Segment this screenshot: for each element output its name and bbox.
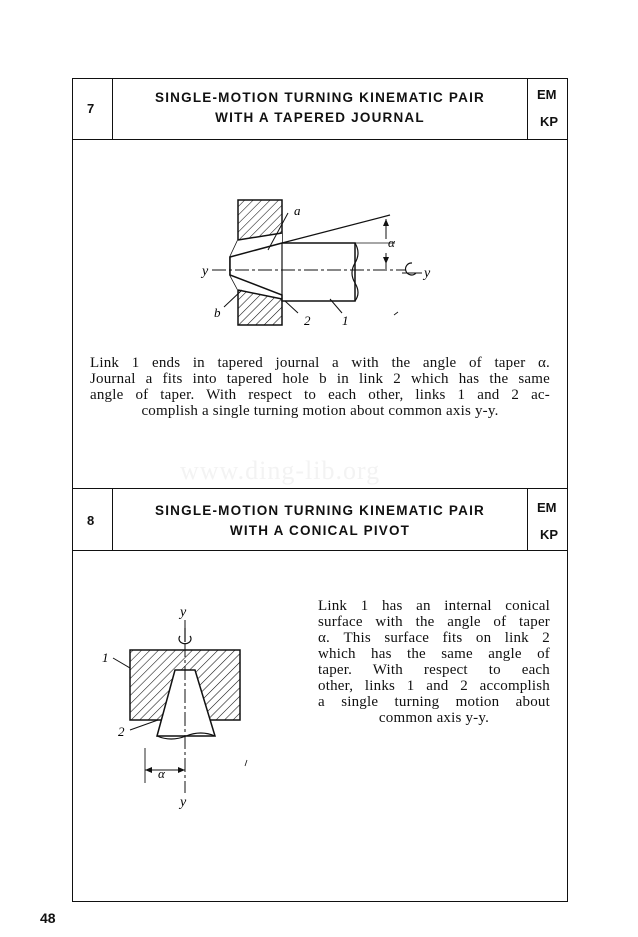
section-8-title	[113, 501, 527, 541]
label-1: 1	[102, 650, 109, 665]
section-8-title-line-1: SINGLE-MOTION TURNING KINEMATIC PAIR	[155, 503, 485, 518]
section-8-description-line: a single turning motion about	[318, 694, 550, 710]
section-8-code-kp: KP	[540, 527, 559, 542]
section-8-header-divider	[72, 550, 568, 551]
label-a: a	[294, 203, 301, 218]
section-divider	[72, 488, 568, 489]
section-8-description-line: α. This surface fits on link 2	[318, 630, 550, 646]
section-8-code-em: EM	[537, 500, 557, 515]
section-8-code-divider	[527, 488, 528, 550]
watermark: www.ding-lib.org	[180, 456, 381, 485]
label-y-bottom: y	[180, 795, 187, 810]
section-7-code-divider	[527, 78, 528, 139]
section-8-description-line: taper. With respect to each	[318, 662, 550, 678]
section-7-code-em: EM	[537, 87, 557, 102]
page-number: 48	[40, 910, 56, 926]
section-8-description-line: surface with the angle of taper	[318, 614, 550, 630]
section-7-title-line-1: SINGLE-MOTION TURNING KINEMATIC PAIR	[155, 90, 485, 105]
section-8-description-line: other, links 1 and 2 accomplish	[318, 678, 550, 694]
label-2: 2	[304, 313, 311, 328]
section-8-description-line: which has the same angle of	[318, 646, 550, 662]
label-alpha: α	[158, 766, 165, 781]
section-7-description	[90, 355, 550, 419]
label-y-right: y	[424, 266, 431, 281]
section-7-title	[113, 88, 527, 128]
label-y-top: y	[180, 605, 187, 620]
section-8-number: 8	[87, 513, 95, 528]
section-7-number: 7	[87, 101, 95, 116]
section-7-code-kp: KP	[540, 114, 559, 129]
section-8-description-line: common axis y-y.	[378, 710, 490, 726]
section-7-title-line-2: WITH A TAPERED JOURNAL	[215, 110, 425, 125]
conical-pivot-figure	[100, 598, 260, 818]
section-7-description-line: Journal a fits into tapered hole b in link 2 which has the same	[90, 371, 550, 387]
label-y-left: y	[202, 264, 209, 279]
section-7-description-line: Link 1 ends in tapered journal a with the angle of taper α.	[90, 355, 550, 371]
label-1: 1	[342, 313, 349, 328]
section-7-description-line: complish a single turning motion about common axis y-y.	[141, 403, 499, 419]
section-8-description-line: Link 1 has an internal conical	[318, 598, 550, 614]
label-alpha: α	[388, 235, 395, 250]
section-7-header-divider	[72, 139, 568, 140]
section-8-title-line-2: WITH A CONICAL PIVOT	[229, 523, 411, 538]
tapered-journal-figure	[190, 195, 440, 335]
section-7-description-line: angle of taper. With respect to each other, links 1 and 2 ac-	[90, 387, 550, 403]
section-8-description	[318, 598, 550, 726]
label-b: b	[214, 305, 221, 320]
label-2: 2	[118, 724, 125, 739]
